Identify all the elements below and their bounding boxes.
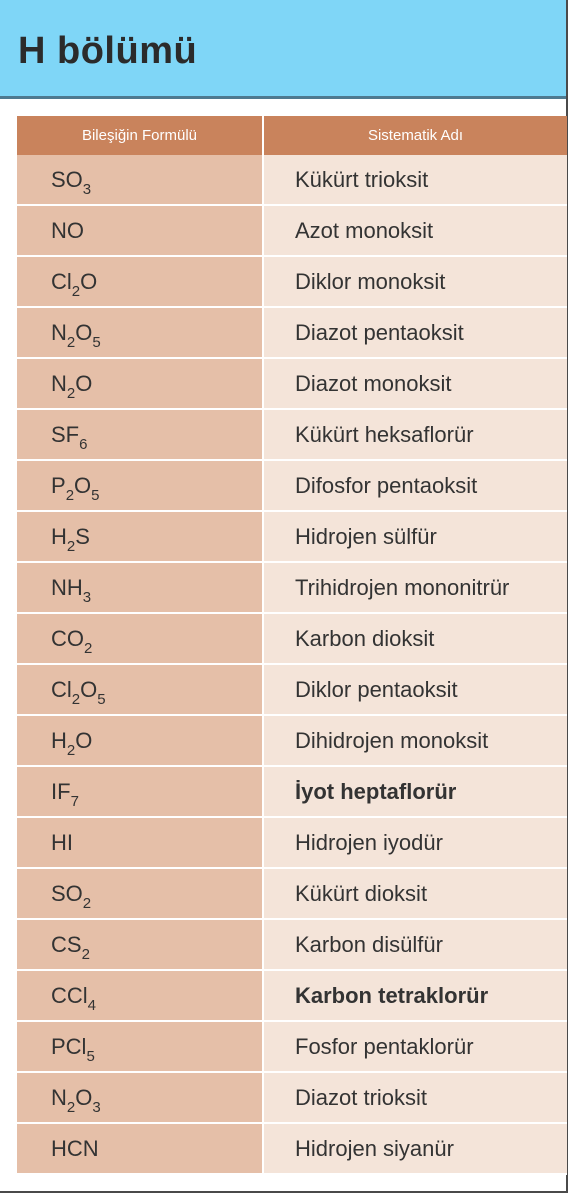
- formula-subscript: 2: [84, 639, 93, 657]
- formula-subscript: 5: [97, 690, 106, 708]
- formula-subscript: 3: [82, 180, 92, 198]
- systematic-name-cell: Karbon tetraklorür: [264, 971, 567, 1022]
- formula-text: O: [75, 1084, 93, 1110]
- formula-cell: [17, 155, 264, 206]
- formula-cell: [17, 1073, 264, 1124]
- formula-text: S: [75, 523, 90, 549]
- formula-subscript: 5: [91, 486, 100, 504]
- table-row: [17, 512, 567, 563]
- formula-subscript: 6: [79, 435, 88, 453]
- systematic-name-cell: Trihidrojen mononitrür: [264, 563, 567, 614]
- formula-subscript: 2: [66, 333, 76, 351]
- table-row: [17, 614, 567, 665]
- formula-text: Cl: [51, 676, 72, 702]
- table-row: [17, 1073, 567, 1124]
- systematic-name-cell: Kükürt dioksit: [264, 869, 567, 920]
- formula-text: O: [75, 319, 93, 345]
- formula-subscript: 2: [66, 741, 76, 759]
- formula-subscript: 3: [92, 1098, 101, 1116]
- table-body: [17, 155, 567, 1175]
- formula-text: SO: [51, 166, 83, 192]
- formula-text: P: [51, 472, 66, 498]
- formula-text: HI: [51, 829, 73, 855]
- table-row: [17, 257, 567, 308]
- table-row: [17, 155, 567, 206]
- formula-column-header: Bileşiğin Formülü: [17, 116, 264, 155]
- formula-cell: [17, 410, 264, 461]
- formula-text: CO: [51, 625, 84, 651]
- name-column-header: Sistematik Adı: [264, 116, 567, 155]
- formula-cell: [17, 971, 264, 1022]
- formula-subscript: 2: [81, 945, 90, 963]
- formula-text: NO: [51, 217, 84, 243]
- table-row: [17, 869, 567, 920]
- formula-text: H: [51, 523, 67, 549]
- systematic-name-cell: Difosfor pentaoksit: [264, 461, 567, 512]
- table-row: [17, 1022, 567, 1073]
- formula-subscript: 2: [71, 282, 81, 300]
- formula-text: CCl: [51, 982, 88, 1008]
- systematic-name-cell: Kükürt trioksit: [264, 155, 567, 206]
- formula-subscript: 4: [87, 996, 97, 1014]
- systematic-name-cell: Karbon dioksit: [264, 614, 567, 665]
- systematic-name-cell: Hidrojen siyanür: [264, 1124, 567, 1175]
- systematic-name-cell: Dihidrojen monoksit: [264, 716, 567, 767]
- table-row: [17, 563, 567, 614]
- systematic-name-cell: Hidrojen iyodür: [264, 818, 567, 869]
- table-row: [17, 767, 567, 818]
- formula-text: SO: [51, 880, 83, 906]
- table-row: [17, 1124, 567, 1175]
- table-row: [17, 359, 567, 410]
- formula-text: HCN: [51, 1135, 99, 1161]
- systematic-name-cell: İyot heptaflorür: [264, 767, 567, 818]
- formula-subscript: 3: [82, 588, 92, 606]
- formula-text: IF: [51, 778, 71, 804]
- formula-cell: [17, 767, 264, 818]
- formula-cell: [17, 818, 264, 869]
- formula-text: N: [51, 1084, 67, 1110]
- table-row: [17, 665, 567, 716]
- systematic-name-cell: Azot monoksit: [264, 206, 567, 257]
- systematic-name-cell: Diazot pentaoksit: [264, 308, 567, 359]
- formula-text: H: [51, 727, 67, 753]
- formula-cell: [17, 920, 264, 971]
- formula-text: N: [51, 370, 67, 396]
- table-row: [17, 920, 567, 971]
- formula-cell: [17, 308, 264, 359]
- systematic-name-cell: Hidrojen sülfür: [264, 512, 567, 563]
- systematic-name-cell: Diazot monoksit: [264, 359, 567, 410]
- systematic-name-cell: Kükürt heksaflorür: [264, 410, 567, 461]
- systematic-name-cell: Fosfor pentaklorür: [264, 1022, 567, 1073]
- formula-cell: [17, 461, 264, 512]
- systematic-name-cell: Diklor pentaoksit: [264, 665, 567, 716]
- table-row: [17, 461, 567, 512]
- table-row: [17, 716, 567, 767]
- formula-text: O: [75, 370, 93, 396]
- formula-subscript: 2: [82, 894, 92, 912]
- formula-text: O: [75, 727, 93, 753]
- systematic-name-cell: Diazot trioksit: [264, 1073, 567, 1124]
- formula-text: CS: [51, 931, 82, 957]
- formula-cell: [17, 359, 264, 410]
- section-title: H bölümü: [18, 30, 198, 72]
- formula-text: NH: [51, 574, 83, 600]
- formula-text: N: [51, 319, 67, 345]
- formula-cell: [17, 1124, 264, 1175]
- formula-subscript: 2: [66, 1098, 76, 1116]
- systematic-name-cell: Diklor monoksit: [264, 257, 567, 308]
- formula-text: O: [74, 472, 92, 498]
- table-header-row: [17, 116, 567, 155]
- formula-text: Cl: [51, 268, 72, 294]
- formula-cell: [17, 614, 264, 665]
- formula-subscript: 2: [71, 690, 81, 708]
- formula-text: O: [80, 676, 98, 702]
- formula-cell: [17, 665, 264, 716]
- formula-text: SF: [51, 421, 80, 447]
- formula-subscript: 2: [66, 384, 76, 402]
- section-header: [0, 0, 566, 99]
- formula-cell: [17, 563, 264, 614]
- table-row: [17, 818, 567, 869]
- formula-text: PCl: [51, 1033, 87, 1059]
- formula-cell: [17, 716, 264, 767]
- formula-cell: [17, 206, 264, 257]
- formula-cell: [17, 1022, 264, 1073]
- formula-cell: [17, 869, 264, 920]
- formula-text: O: [80, 268, 98, 294]
- table-row: [17, 206, 567, 257]
- formula-cell: [17, 257, 264, 308]
- table-row: [17, 971, 567, 1022]
- table-row: [17, 308, 567, 359]
- systematic-name-cell: Karbon disülfür: [264, 920, 567, 971]
- formula-cell: [17, 512, 264, 563]
- formula-subscript: 7: [70, 792, 79, 810]
- formula-subscript: 5: [86, 1047, 95, 1065]
- formula-subscript: 2: [66, 537, 76, 555]
- table-row: [17, 410, 567, 461]
- formula-subscript: 5: [92, 333, 101, 351]
- formula-subscript: 2: [65, 486, 75, 504]
- compound-table: [17, 116, 567, 1175]
